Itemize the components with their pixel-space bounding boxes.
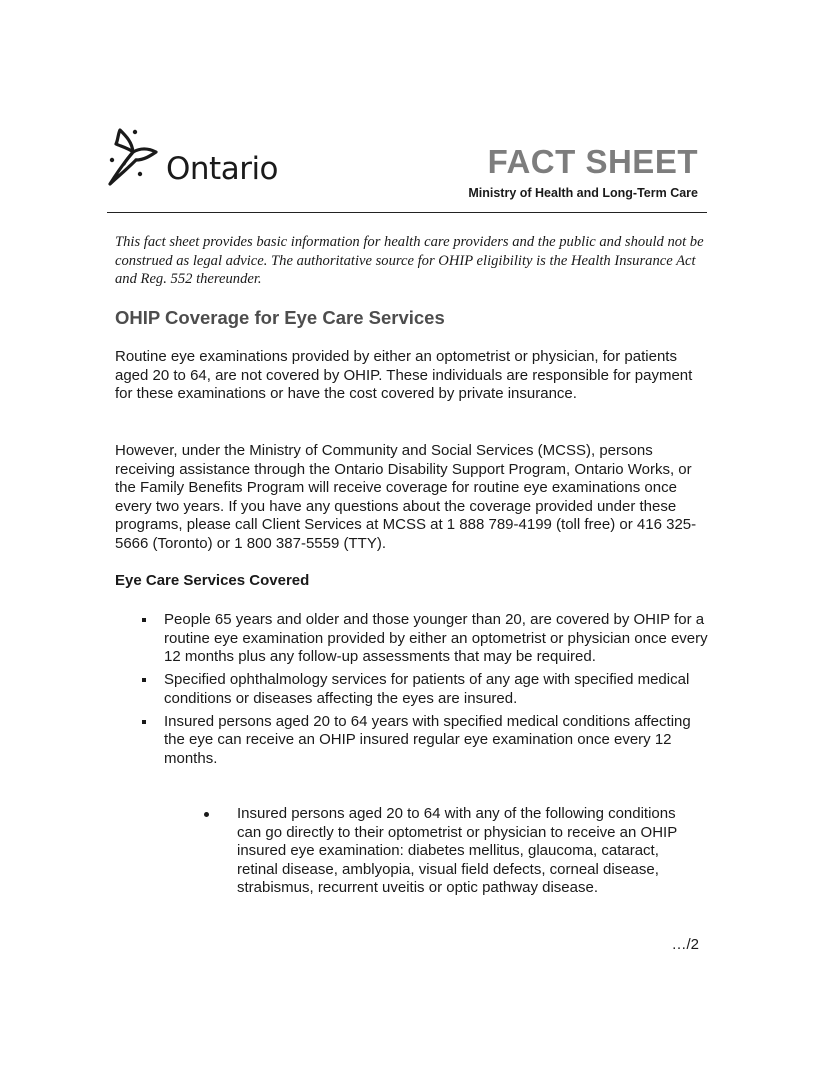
sub-list-item	[203, 805, 703, 898]
square-bullet-icon	[142, 678, 146, 682]
paragraph-routine-exams: Routine eye examinations provided by either an optometrist or physician, for patients aged 20 to 64, are not covered by OHIP. These individuals are responsible for payment for these examinations or have the cost covered by private insurance.	[115, 348, 693, 403]
list-item	[140, 611, 710, 667]
conditions-sublist	[203, 805, 703, 898]
list-item	[140, 671, 710, 708]
round-bullet-icon	[204, 812, 209, 817]
ministry-name: Ministry of Health and Long-Term Care	[468, 186, 698, 200]
paragraph-mcss-coverage: However, under the Ministry of Community and Social Services (MCSS), persons receiving assistance through the Ontario Disability Support Program, Ontario Works, or the Family Benefits Program will receive coverage for routine eye examinations once every two years. If you have any questions about the coverage provided under these programs, please call Client Services at MCSS at 1 888 789-4199 (toll free) or 416 325-5666 (Toronto) or 1 800 387-5559 (TTY).	[115, 442, 697, 552]
page-heading: OHIP Coverage for Eye Care Services	[115, 307, 445, 328]
section-heading: Eye Care Services Covered	[115, 572, 310, 589]
sub-list-item-text: Insured persons aged 20 to 64 with any of the following conditions can go directly to their optometrist or physician to receive an OHIP insured eye examination: diabetes mellitus, glaucoma, cataract, retinal disease, amblyopia, visual field defects, corneal disease, strabismus, recurrent uveitis or optic pathway disease.	[237, 805, 677, 896]
list-item-text: Specified ophthalmology services for patients of any age with specified medical conditions or diseases affecting the eyes are insured.	[164, 671, 690, 707]
page-continuation: …/2	[671, 936, 699, 953]
covered-services-list	[140, 611, 710, 773]
ontario-logo	[106, 126, 291, 190]
trillium-icon	[106, 126, 164, 188]
header-divider	[107, 212, 707, 213]
document-title: FACT SHEET	[487, 143, 698, 180]
square-bullet-icon	[142, 720, 146, 724]
list-item-text: People 65 years and older and those younger than 20, are covered by OHIP for a routine eye examination provided by either an optometrist or physician once every 12 months plus any follow-up assessments that may be required.	[164, 611, 708, 665]
square-bullet-icon	[142, 618, 146, 622]
disclaimer: This fact sheet provides basic information for health care providers and the public and should not be construed as legal advice. The authoritative source for OHIP eligibility is the Health Insurance Act and Reg. 552 thereunder.	[115, 234, 704, 287]
logo-text: Ontario	[166, 151, 279, 187]
list-item-text: Insured persons aged 20 to 64 years with specified medical conditions affecting the eye can receive an OHIP insured regular eye examination once every 12 months.	[164, 712, 691, 767]
list-item	[140, 713, 710, 769]
